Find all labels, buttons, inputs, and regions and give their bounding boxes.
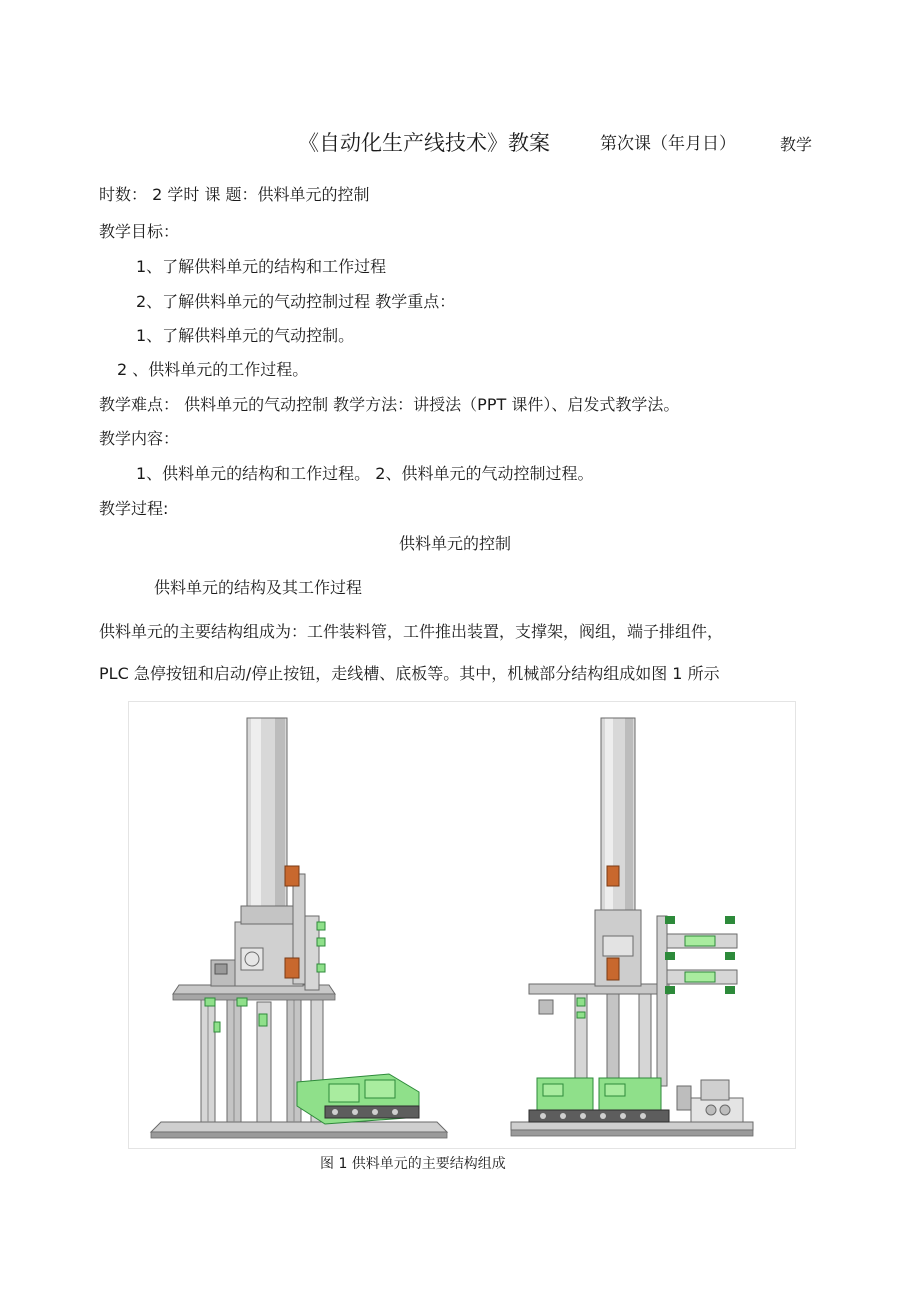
- objective-item-1: 1、了解供料单元的结构和工作过程: [136, 257, 387, 276]
- supply-unit-drawing: [129, 702, 795, 1148]
- structure-paragraph-line-1: 供料单元的主要结构组成为：工件装料管，工件推出装置，支撑架，阀组，端子排组件，: [99, 622, 724, 641]
- process-heading: 教学过程:: [99, 499, 169, 518]
- objectives-heading: 教学目标：: [99, 222, 180, 241]
- figure-supply-unit-structure: [128, 701, 796, 1149]
- subsection-title: 供料单元的结构及其工作过程: [154, 578, 363, 597]
- objective-item-2: 2、了解供料单元的气动控制过程 教学重点：: [136, 292, 456, 311]
- left-view: [151, 718, 447, 1138]
- key-point-item-2: 2 、供料单元的工作过程。: [117, 360, 309, 379]
- content-heading: 教学内容：: [99, 429, 180, 448]
- right-view: [511, 718, 753, 1136]
- figure-caption: 图 1 供料单元的主要结构组成: [320, 1156, 506, 1172]
- document-title: 《自动化生产线技术》教案: [298, 131, 550, 155]
- key-point-item-1: 1、了解供料单元的气动控制。: [136, 326, 355, 345]
- lesson-number-date: 第次课（年月日）: [600, 134, 736, 154]
- title-suffix: 教学: [780, 135, 813, 154]
- section-title: 供料单元的控制: [399, 534, 512, 553]
- content-items: 1、供料单元的结构和工作过程。 2、供料单元的气动控制过程。: [136, 464, 594, 483]
- structure-paragraph-line-2: PLC 急停按钮和启动/停止按钮，走线槽、底板等。其中，机械部分结构组成如图 1 所示: [99, 664, 720, 683]
- difficulty-and-method: 教学难点： 供料单元的气动控制 教学方法：讲授法（PPT 课件）、启发式教学法。: [99, 395, 680, 414]
- hours-and-topic: 时数： 2 学时 课 题：供料单元的控制: [99, 185, 370, 204]
